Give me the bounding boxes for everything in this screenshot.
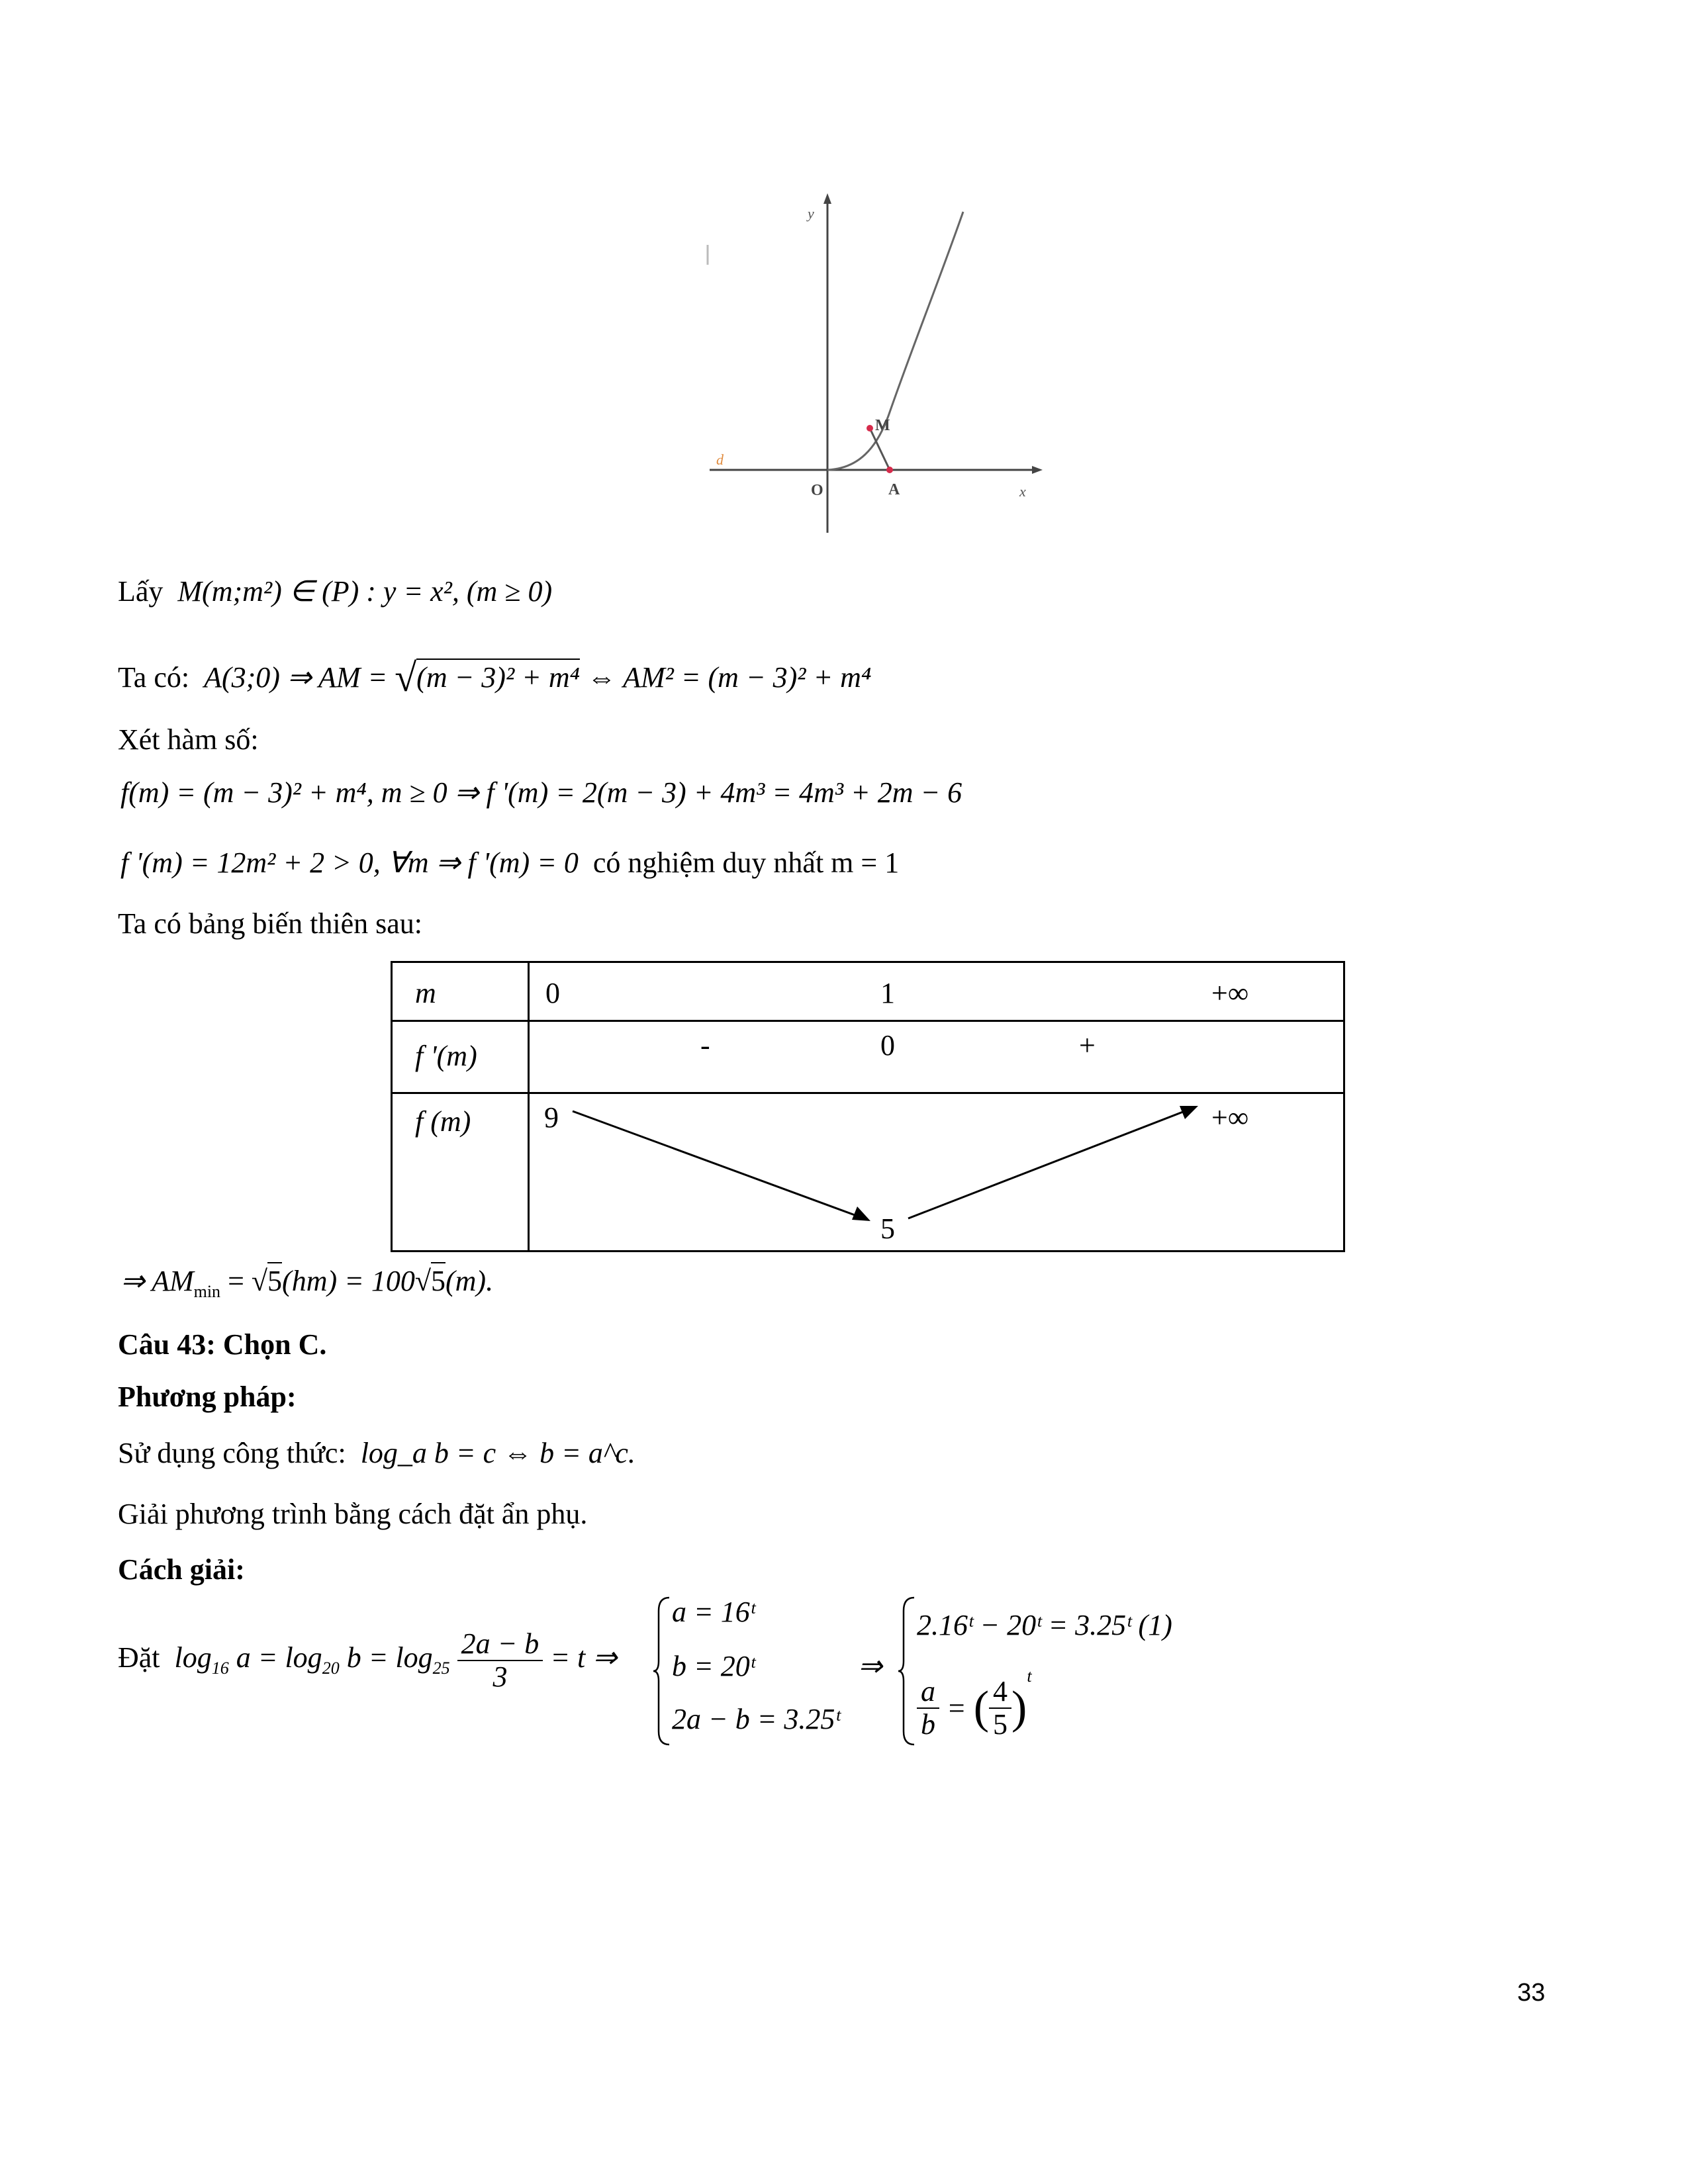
close-paren: ) (1011, 1682, 1027, 1733)
page-number: 33 (1517, 1979, 1546, 2007)
take-point-text: Lấy (118, 575, 164, 608)
result-sub: min (193, 1282, 221, 1301)
ab-denominator: b (921, 1707, 935, 1741)
system-2-brace (897, 1595, 917, 1747)
t-exponent: t (1027, 1666, 1032, 1686)
row-derivative (392, 1021, 1344, 1093)
derivative-sign-plus: + (1079, 1029, 1096, 1062)
four-fifths-denominator: 5 (993, 1707, 1008, 1741)
substitution-fraction (457, 1628, 543, 1693)
row-m-value-inf: +∞ (1211, 977, 1249, 1009)
increasing-arrow (908, 1109, 1192, 1218)
increasing-arrowhead (1180, 1106, 1198, 1119)
method-formula: log_a b = c ⇔ b = a^c. (360, 1437, 635, 1469)
decreasing-arrow (573, 1111, 864, 1218)
system-1-line-2: b = 20ᵗ (672, 1650, 755, 1682)
line-result (120, 1264, 493, 1302)
solution-heading: Cách giải: (118, 1553, 245, 1586)
row-m-value-0: 0 (545, 977, 560, 1009)
decreasing-arrowhead (852, 1206, 870, 1221)
line-function-derivative (120, 776, 962, 809)
sqrt-symbol-2: √ (414, 1265, 431, 1297)
result-am: ⇒ AM (120, 1265, 194, 1297)
row-m-label: m (415, 977, 436, 1009)
method-line (118, 1436, 635, 1470)
question-43-title: Câu 43: Chọn C. (118, 1328, 327, 1361)
line-variation-intro (118, 907, 422, 940)
function-derivative-formula: f(m) = (m − 3)² + m⁴, m ≥ 0 ⇒ f '(m) = 2(m − 3) + 4m³ = 4m³ + 2m − 6 (120, 776, 962, 809)
point-a-label: A (888, 481, 900, 498)
compute-am-radicand: (m − 3)² + m⁴ (416, 659, 580, 694)
system-2-line-2: $\frac{a}{b}$ = ( $\frac{4}{5}$ )$^t$ (917, 1666, 1032, 1741)
sqrt-symbol-1: √ (251, 1265, 268, 1297)
row-function-label: f (m) (415, 1105, 471, 1138)
function-end-value: +∞ (1211, 1101, 1249, 1134)
line-consider-function (118, 723, 259, 756)
y-axis-arrow (823, 193, 831, 204)
parabola-curve (827, 212, 963, 470)
fraction-numerator: 2a − b (457, 1628, 543, 1661)
implies-arrow: ⇒ (858, 1650, 882, 1682)
compute-am-text: Ta có: (118, 661, 190, 694)
point-a-marker (886, 467, 893, 473)
x-axis-label: x (1019, 483, 1026, 500)
function-min-value: 5 (880, 1212, 895, 1245)
function-start-value: 9 (544, 1101, 559, 1134)
result-mid: (hm) = 100 (282, 1265, 415, 1297)
row-m-value-1: 1 (880, 977, 895, 1009)
derivative-zero: 0 (880, 1029, 895, 1062)
origin-label: O (811, 482, 823, 499)
parabola-figure (702, 192, 1046, 549)
point-m-label: M (875, 417, 890, 434)
corner-mark: d (716, 451, 724, 468)
point-m-marker (867, 425, 873, 432)
second-derivative-formula: f '(m) = 12m² + 2 > 0, ∀m ⇒ f '(m) = 0 (120, 846, 579, 879)
unique-root-text: có nghiệm duy nhất m = 1 (592, 846, 900, 879)
method-line-2: Giải phương trình bằng cách đặt ẩn phụ. (118, 1498, 588, 1530)
four-fifths-numerator: 4 (989, 1676, 1011, 1709)
sqrt-symbol: √ (395, 656, 417, 700)
system-2-line-1: 2.16ᵗ − 20ᵗ = 3.25ᵗ (1) (917, 1609, 1172, 1641)
y-axis-label: y (808, 205, 814, 222)
x-axis-arrow (1032, 466, 1043, 474)
method-pre: Sử dụng công thức: (118, 1437, 346, 1469)
substitution-logs: $\log_{16} a = \log_{20} b = \log_{25}$ (174, 1641, 450, 1678)
take-point-formula: M(m;m²) ∈ (P) : y = x², (m ≥ 0) (177, 575, 553, 608)
variation-intro-text: Ta có bảng biến thiên sau: (118, 907, 423, 940)
compute-am-formula-a: A(3;0) ⇒ AM = (204, 661, 395, 694)
substitution-line (118, 1628, 617, 1693)
row-function (392, 1093, 1344, 1251)
result-sqrt-1: 5 (267, 1262, 282, 1297)
system-1-line-3: 2a − b = 3.25ᵗ (672, 1703, 840, 1735)
system-1-line-1: a = 16ᵗ (672, 1596, 755, 1628)
line-second-derivative (120, 846, 899, 880)
compute-am-formula-b: ⇔ AM² = (m − 3)² + m⁴ (579, 661, 872, 694)
result-eq: = (220, 1265, 252, 1297)
variation-table (391, 961, 1345, 1252)
substitution-dat: Đặt (118, 1641, 160, 1674)
row-m (392, 962, 1344, 1021)
derivative-sign-minus: - (700, 1029, 710, 1062)
open-paren: ( (973, 1682, 990, 1733)
variation-arrows (530, 1094, 1343, 1250)
fraction-denominator: 3 (492, 1661, 508, 1693)
result-sqrt-2: 5 (431, 1262, 445, 1297)
consider-function-text: Xét hàm số: (118, 723, 259, 756)
ab-numerator: a (917, 1676, 939, 1709)
substitution-t: = t ⇒ (550, 1641, 618, 1674)
line-compute-am (118, 655, 871, 701)
system-1-brace (652, 1595, 672, 1747)
line-take-point (118, 574, 552, 608)
row-derivative-label: f '(m) (415, 1040, 477, 1072)
result-post: (m). (445, 1265, 494, 1297)
ab-fraction (917, 1676, 939, 1741)
method-heading: Phương pháp: (118, 1381, 297, 1413)
four-fifths (989, 1676, 1011, 1741)
